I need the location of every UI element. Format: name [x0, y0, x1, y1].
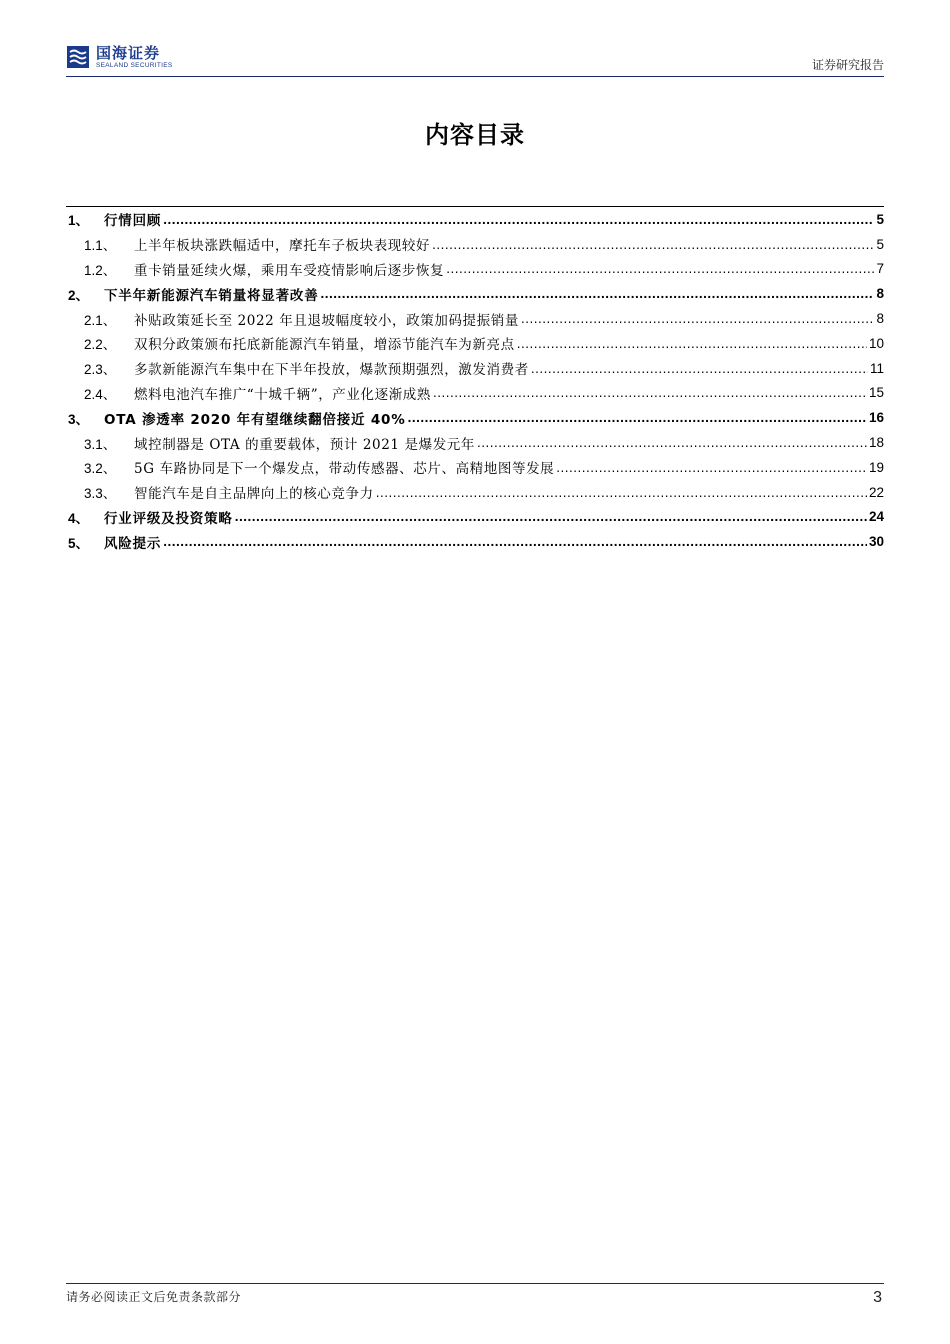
- toc-entry-page: 5: [876, 211, 884, 227]
- toc-entry-number: 1.1、: [84, 238, 117, 254]
- toc-entry-number: 3.1、: [84, 436, 117, 452]
- toc-entry-number: 4、: [68, 510, 90, 526]
- toc-entry-number: 2、: [68, 287, 90, 303]
- logo-english-name: SEALAND SECURITIES: [96, 61, 173, 69]
- toc-entry-page: 24: [868, 509, 884, 525]
- toc-leader-dots: [321, 286, 875, 301]
- toc-leader-dots: [163, 534, 867, 549]
- toc-leader-dots: [163, 212, 874, 227]
- toc-entry-number: 3、: [68, 411, 90, 427]
- toc-entry-4[interactable]: [66, 505, 884, 530]
- toc-entry-label: 双积分政策颁布托底新能源汽车销量，增添节能汽车为新亮点: [134, 337, 515, 354]
- toc-entry-1-1[interactable]: [66, 232, 884, 257]
- toc-leader-dots: [477, 435, 867, 450]
- toc-entry-2-2[interactable]: [66, 331, 884, 356]
- toc-entry-label: 5G 车路协同是下一个爆发点，带动传感器、芯片、高精地图等发展: [134, 461, 555, 478]
- sealand-logo-icon: [66, 44, 90, 70]
- toc-entry-label: 多款新能源汽车集中在下半年投放，爆款预期强烈，激发消费者: [134, 362, 529, 379]
- toc-leader-dots: [408, 410, 867, 425]
- toc-entry-number: 3.3、: [84, 486, 117, 502]
- toc-leader-dots: [376, 485, 867, 500]
- toc-entry-page: 10: [868, 335, 884, 351]
- report-type-label: 证券研究报告: [811, 58, 884, 72]
- toc-entry-number: 2.4、: [84, 386, 117, 402]
- toc-entry-page: 30: [868, 534, 884, 550]
- toc-entry-3-2[interactable]: [66, 455, 884, 480]
- toc-entry-label: 域控制器是 OTA 的重要载体，预计 2021 是爆发元年: [134, 436, 476, 453]
- toc-leader-dots: [432, 237, 874, 252]
- toc-title: 内容目录: [425, 121, 525, 149]
- toc-entry-number: 3.2、: [84, 461, 117, 477]
- toc-entry-label: 下半年新能源汽车销量将显著改善: [104, 287, 319, 304]
- toc-entry-number: 1、: [68, 213, 90, 229]
- toc-entry-3[interactable]: [66, 405, 884, 430]
- toc-entry-number: 5、: [68, 535, 90, 551]
- table-of-contents: [66, 206, 884, 554]
- toc-entry-number: 2.3、: [84, 362, 117, 378]
- toc-entry-3-1[interactable]: [66, 430, 884, 455]
- toc-entry-page: 19: [868, 459, 884, 475]
- toc-leader-dots: [433, 385, 867, 400]
- toc-entry-2-4[interactable]: [66, 381, 884, 406]
- page-footer: [66, 1283, 884, 1306]
- toc-entry-2-3[interactable]: [66, 356, 884, 381]
- page-number: 3: [873, 1289, 882, 1306]
- toc-entry-5[interactable]: [66, 529, 884, 554]
- toc-leader-dots: [556, 460, 867, 475]
- toc-entry-page: 16: [868, 410, 884, 426]
- toc-entry-page: 5: [876, 236, 884, 252]
- toc-leader-dots: [521, 311, 875, 326]
- toc-entry-3-3[interactable]: [66, 480, 884, 505]
- toc-entry-page: 18: [868, 435, 884, 451]
- toc-entry-page: 15: [868, 385, 884, 401]
- toc-entry-number: 2.2、: [84, 337, 117, 353]
- toc-entry-page: 8: [876, 286, 884, 302]
- toc-leader-dots: [517, 336, 867, 351]
- toc-entry-label: 重卡销量延续火爆，乘用车受疫情影响后逐步恢复: [134, 262, 445, 279]
- toc-entry-label: OTA 渗透率 2020 年有望继续翻倍接近 40%: [104, 411, 406, 428]
- toc-entry-page: 8: [876, 311, 884, 327]
- toc-entry-number: 1.2、: [84, 262, 117, 278]
- toc-entry-number: 2.1、: [84, 312, 117, 328]
- toc-entry-label: 智能汽车是自主品牌向上的核心竞争力: [134, 486, 374, 503]
- toc-entry-1[interactable]: [66, 207, 884, 232]
- toc-entry-label: 上半年板块涨跌幅适中，摩托车子板块表现较好: [134, 238, 431, 255]
- toc-leader-dots: [531, 361, 868, 376]
- toc-entry-2-1[interactable]: [66, 306, 884, 331]
- toc-entry-2[interactable]: [66, 281, 884, 306]
- toc-entry-1-2[interactable]: [66, 257, 884, 282]
- logo-chinese-name: 国海证券: [96, 43, 161, 62]
- toc-entry-page: 7: [876, 261, 884, 277]
- toc-leader-dots: [235, 509, 867, 524]
- toc-entry-label: 行情回顾: [104, 213, 162, 230]
- disclaimer-notice: 请务必阅读正文后免责条款部分: [66, 1290, 242, 1304]
- toc-entry-label: 行业评级及投资策略: [104, 510, 233, 527]
- toc-leader-dots: [446, 261, 874, 276]
- toc-entry-page: 22: [868, 484, 884, 500]
- company-logo: [66, 42, 173, 72]
- toc-entry-label: 风险提示: [104, 535, 162, 552]
- page-header: [66, 40, 884, 77]
- toc-entry-page: 11: [869, 360, 884, 376]
- toc-entry-label: 燃料电池汽车推广“十城千辆”，产业化逐渐成熟: [134, 386, 432, 403]
- toc-entry-label: 补贴政策延长至 2022 年且退坡幅度较小，政策加码提振销量: [134, 312, 519, 329]
